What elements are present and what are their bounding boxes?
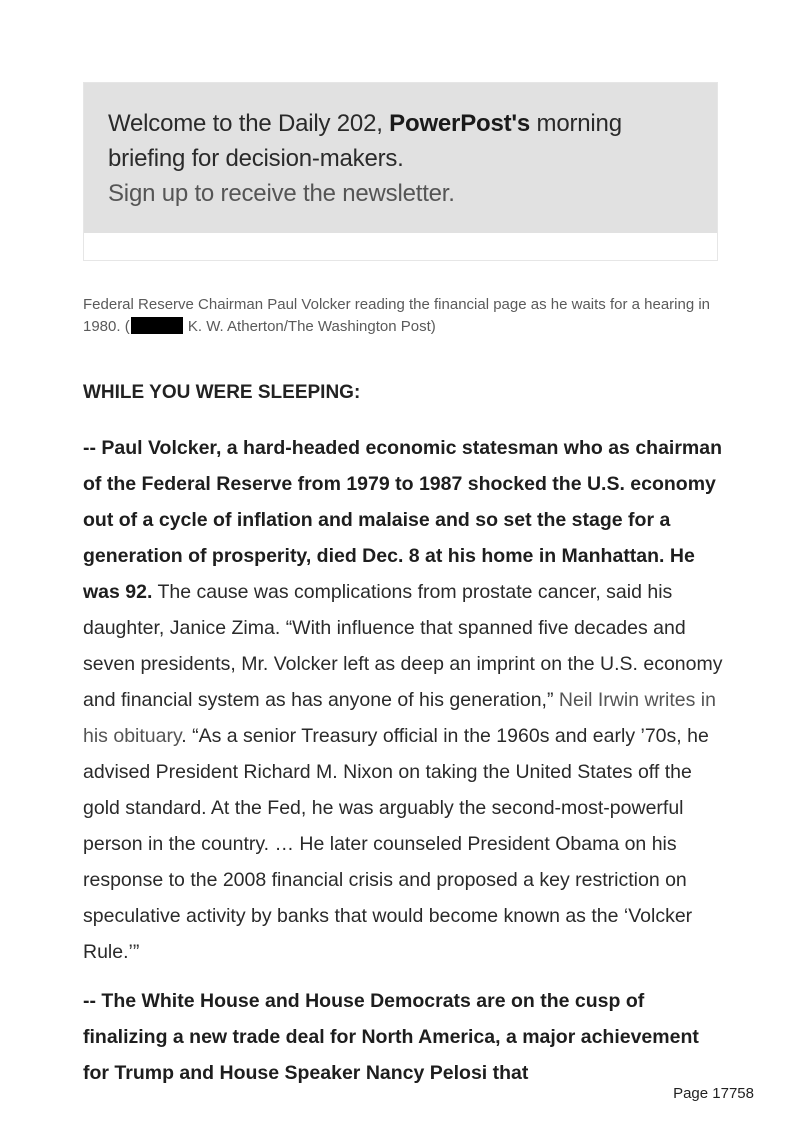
story-lead: -- Paul Volcker, a hard-headed economic statesman who as chairman of the Federal Reserve from 1979 to 1987 shocked the U.S. economy out of a cycle of inflation and malaise and so set the stage for a generation of prosperity, died Dec. 8 at his home in Manhattan. He was 92. [83,437,723,603]
newsletter-signup-link[interactable]: Sign up to receive the newsletter. [108,180,455,207]
page-number: Page 17758 [673,1085,754,1102]
story-body-continued: . “As a senior Treasury official in the 1960s and early ’70s, he advised President Richard M. Nixon on taking the United States off the gold standard. At the Fed, he was arguably the second-most-powerful person in the country. … He later counseled President Obama on his response to the 2008 financial crisis and proposed a key restriction on speculative activity by banks that would become known as the ‘Volcker Rule.’” [83,725,709,963]
story-paragraph [83,983,723,1091]
story-body: The cause was complications from prostate cancer, said his daughter, Janice Zima. “With influence that spanned five decades and seven presidents, Mr. Volcker left as deep an imprint on the U.S. economy and financial system as has anyone of his generation,” [83,581,723,711]
promo-brand: PowerPost's [389,110,531,137]
newsletter-promo-box [83,82,718,261]
section-heading: WHILE YOU WERE SLEEPING: [83,382,361,403]
photo-caption [83,294,723,338]
story-paragraph [83,430,723,970]
promo-text-after: morning briefing for decision-makers. [108,110,622,172]
caption-text: Federal Reserve Chairman Paul Volcker reading the financial page as he waits for a hearing in 1980. ( [83,296,711,335]
obituary-link[interactable]: Neil Irwin writes in his obituary [83,689,716,747]
newsletter-promo-banner [84,83,717,233]
caption-credit: K. W. Atherton/The Washington Post) [183,318,436,335]
promo-text-before: Welcome to the Daily 202, [108,110,390,137]
story-lead: -- The White House and House Democrats are on the cusp of finalizing a new trade deal for North America, a major achievement for Trump and House Speaker Nancy Pelosi that [83,990,699,1084]
redaction-block [131,317,183,334]
